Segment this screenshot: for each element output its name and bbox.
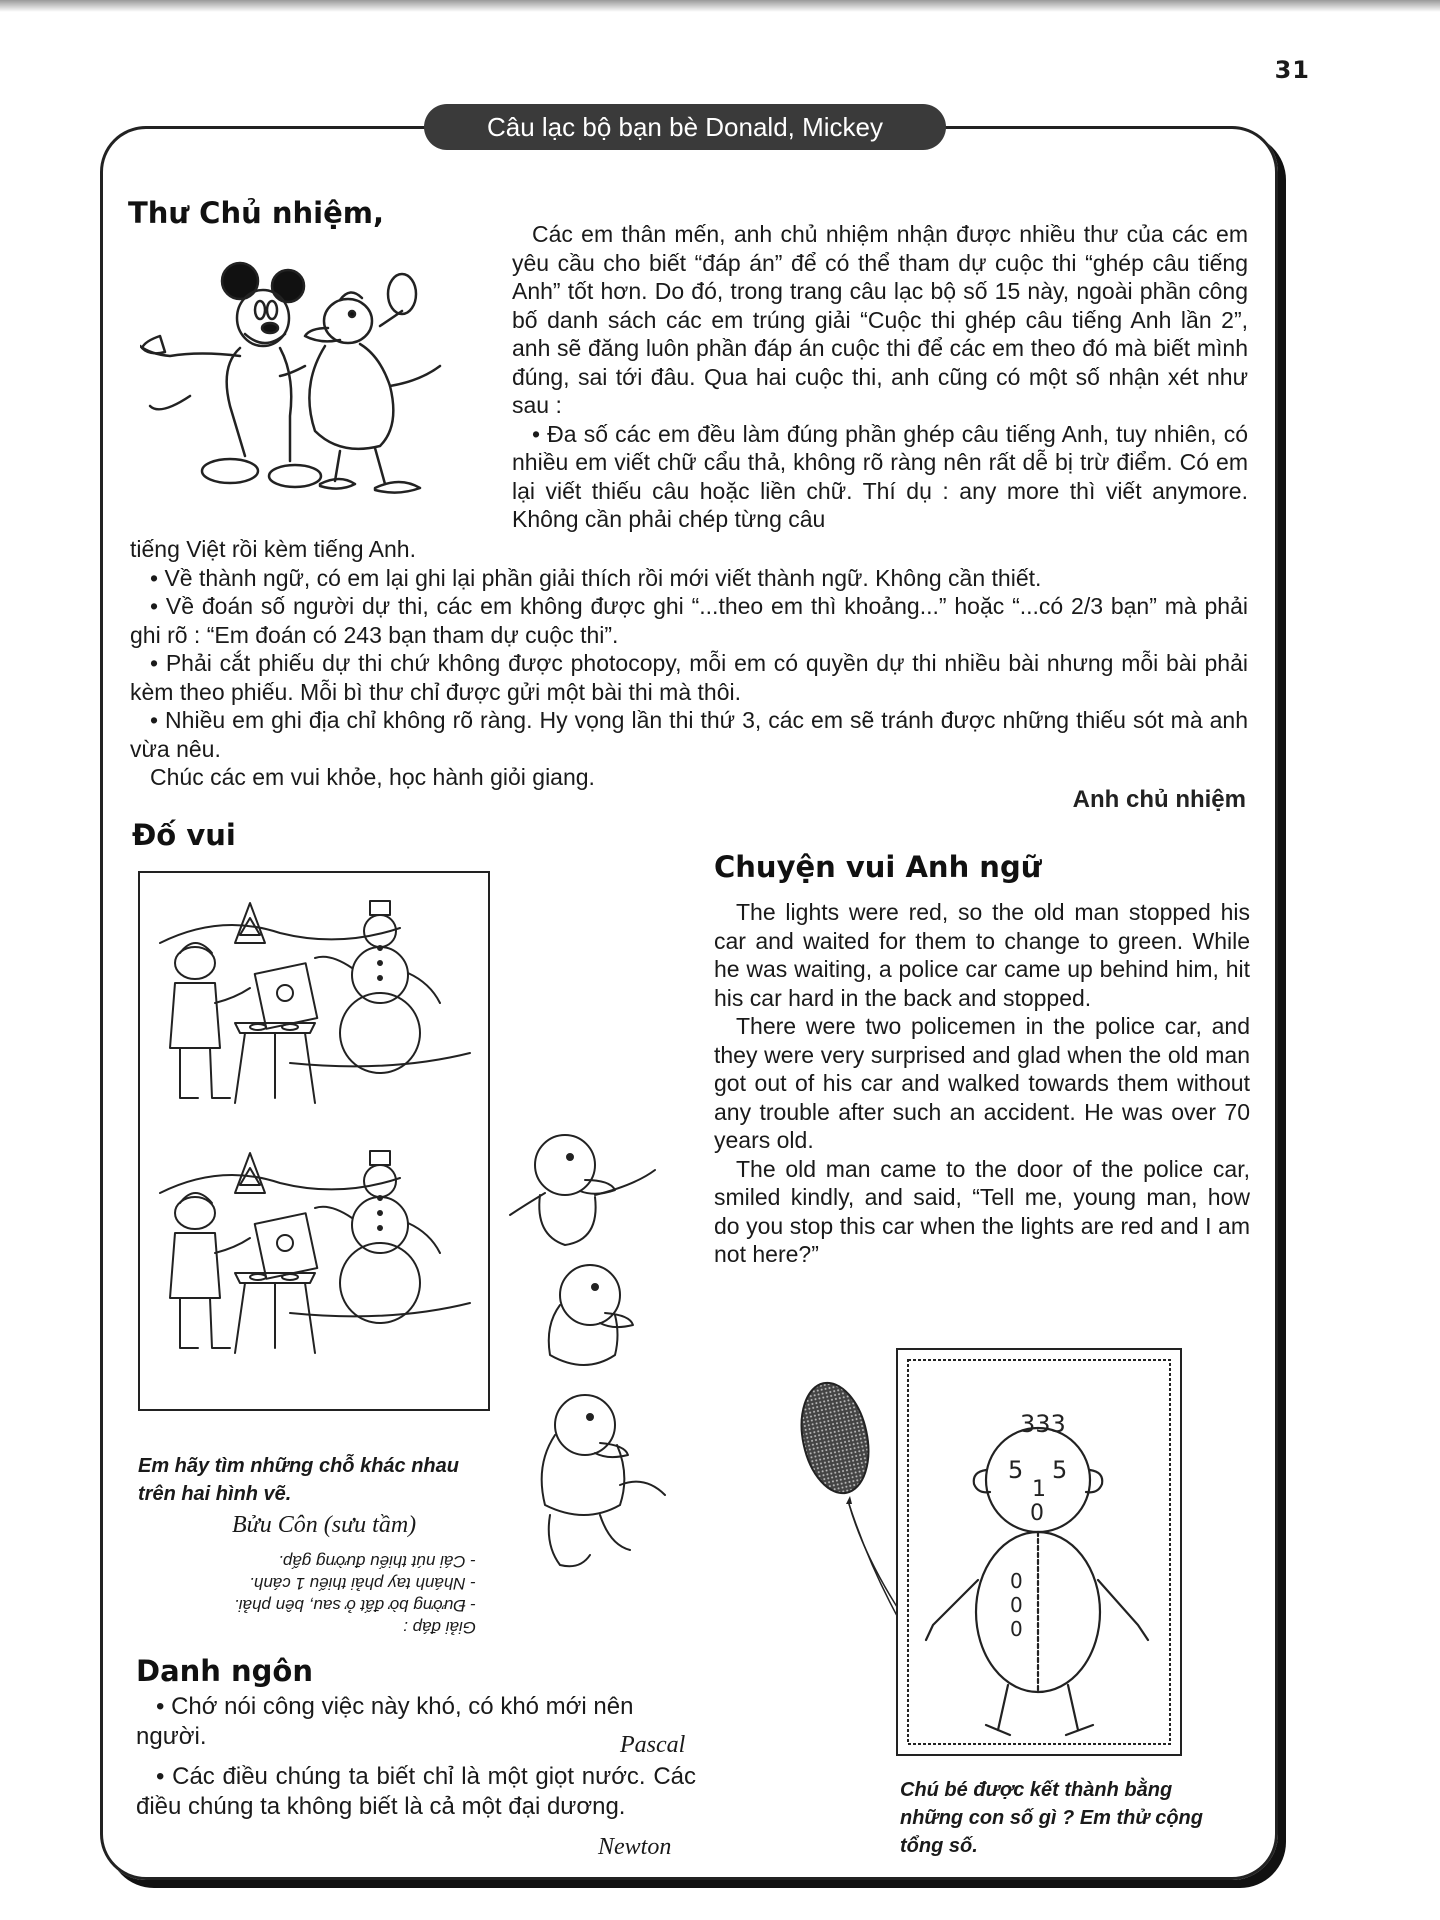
page-edge-shadow <box>0 0 1440 12</box>
boy-right-eye: 5 <box>1052 1456 1068 1484</box>
number-boy-caption: Chú bé được kết thành bằng những con số gì ? Em thử cộng tổng số. <box>900 1779 1203 1857</box>
letter-paragraph: • Phải cắt phiếu dự thi chứ không được photocopy, mỗi em có quyền dự thi nhiều bài nhưng mỗi bài phải kèm theo phiếu. Mỗi bì thư chỉ được gửi một bài thi mà thôi. <box>130 650 1248 705</box>
letter-paragraph: • Về thành ngữ, có em lại ghi lại phần giải thích rồi mới viết thành ngữ. Không cần thiết. <box>150 564 1042 591</box>
story-paragraph: The lights were red, so the old man stopped his car and waited for them to change to green. While he was waiting, a police car came up behind him, hit his car hard in the back and stopped. <box>714 899 1250 1011</box>
letter-body-top <box>512 220 1248 534</box>
boy-nose: 1 <box>1032 1477 1046 1502</box>
boy-mouth: 0 <box>1030 1501 1044 1526</box>
boy-button: 0 <box>1010 1569 1023 1593</box>
answer-line: Giải đáp : <box>403 1618 476 1637</box>
quote-author: Newton <box>598 1834 672 1860</box>
story-paragraph: The old man came to the door of the police car, smiled kindly, and said, “Tell me, young man, how do you stop this car when the lights are red and I am not here?” <box>714 1155 1250 1267</box>
story-paragraph: There were two policemen in the police car, and they were very surprised and glad when the old man got out of his car and walked towards them without any trouble after such an accident. He was over 70 years old. <box>714 1013 1250 1153</box>
duck-stack-illustration <box>505 1125 685 1585</box>
letter-paragraph: • Về đoán số người dự thi, các em không được ghi “...theo em thì khoảng...” hoặc “...có 2/3 bạn” mà phải ghi rõ : “Em đoán có 243 bạn tham dự cuộc thi”. <box>130 593 1248 648</box>
letter-signature: Anh chủ nhiệm <box>1072 786 1246 813</box>
puzzle-credit: Bửu Côn (sưu tầm) <box>232 1512 417 1538</box>
mickey-donald-illustration <box>140 256 480 501</box>
letter-paragraph: Các em thân mến, anh chủ nhiệm nhận được nhiều thư của các em yêu cầu cho biết “đáp án” để có thể tham dự cuộc thi “ghép câu tiếng Anh” tốt hơn. Do đó, trong trang câu lạc bộ số 15 này, ngoài phần công bố danh sách các em trúng giải “Cuộc thi ghép câu tiếng Anh lần 2”, anh sẽ đăng luôn phần đáp án cuộc thi để các em theo đó mà biết mình đúng, sai tới đâu. Qua hai cuộc thi, anh cũng có một số nhận xét như sau : <box>512 221 1248 418</box>
letter-paragraph: • Nhiều em ghi địa chỉ không rõ ràng. Hy vọng lần thi thứ 3, các em sẽ tránh được những thiếu sót mà anh vừa nêu. <box>130 707 1248 762</box>
puzzle-picture-box <box>138 871 490 1411</box>
joke-title: Chuyện vui Anh ngữ <box>714 850 1042 884</box>
letter-paragraph: tiếng Việt rồi kèm tiếng Anh. <box>130 536 416 562</box>
puzzle-answer-upside-down <box>136 1550 476 1638</box>
page-number: 31 <box>1274 56 1310 84</box>
letter-body-bottom <box>130 535 1248 792</box>
joke-story <box>714 898 1250 1269</box>
boy-hair-digits: 333 <box>1020 1410 1066 1438</box>
boy-left-eye: 5 <box>1008 1456 1024 1484</box>
snowman-painter-illustration <box>140 873 488 1409</box>
number-boy-frame <box>896 1348 1182 1756</box>
puzzle-caption: Em hãy tìm những chỗ khác nhau trên hai hình vẽ. <box>138 1455 459 1505</box>
club-banner: Câu lạc bộ bạn bè Donald, Mickey <box>424 104 946 150</box>
quote-text: • Chớ nói công việc này khó, có khó mới nên người. <box>136 1693 634 1750</box>
puzzle-title: Đố vui <box>132 818 236 852</box>
answer-line: - Cái nút thiếu đường gấp. <box>278 1552 476 1571</box>
answer-line: - Đường bờ đất ở sau, bên phải. <box>234 1596 476 1615</box>
number-boy-illustration <box>898 1350 1180 1754</box>
answer-line: - Nhánh tay phải thiếu 1 cánh. <box>249 1574 476 1593</box>
letter-paragraph: Chúc các em vui khỏe, học hành giỏi giang. <box>150 764 595 790</box>
quote-author: Pascal <box>620 1732 686 1758</box>
quote-text: • Các điều chúng ta biết chỉ là một giọt nước. Các điều chúng ta không biết là cả một đại dương. <box>136 1763 696 1820</box>
letter-title: Thư Chủ nhiệm, <box>128 196 384 230</box>
quotes-title: Danh ngôn <box>136 1654 314 1688</box>
boy-button: 0 <box>1010 1617 1023 1641</box>
boy-button: 0 <box>1010 1593 1023 1617</box>
letter-paragraph: • Đa số các em đều làm đúng phần ghép câu tiếng Anh, tuy nhiên, có nhiều em viết chữ cẩu thả, không rõ ràng nên rất dễ bị trừ điểm. Có em lại viết thiếu câu hoặc liền chữ. Thí dụ : any more thì viết anymore. Không cần phải chép từng câu <box>512 420 1248 532</box>
